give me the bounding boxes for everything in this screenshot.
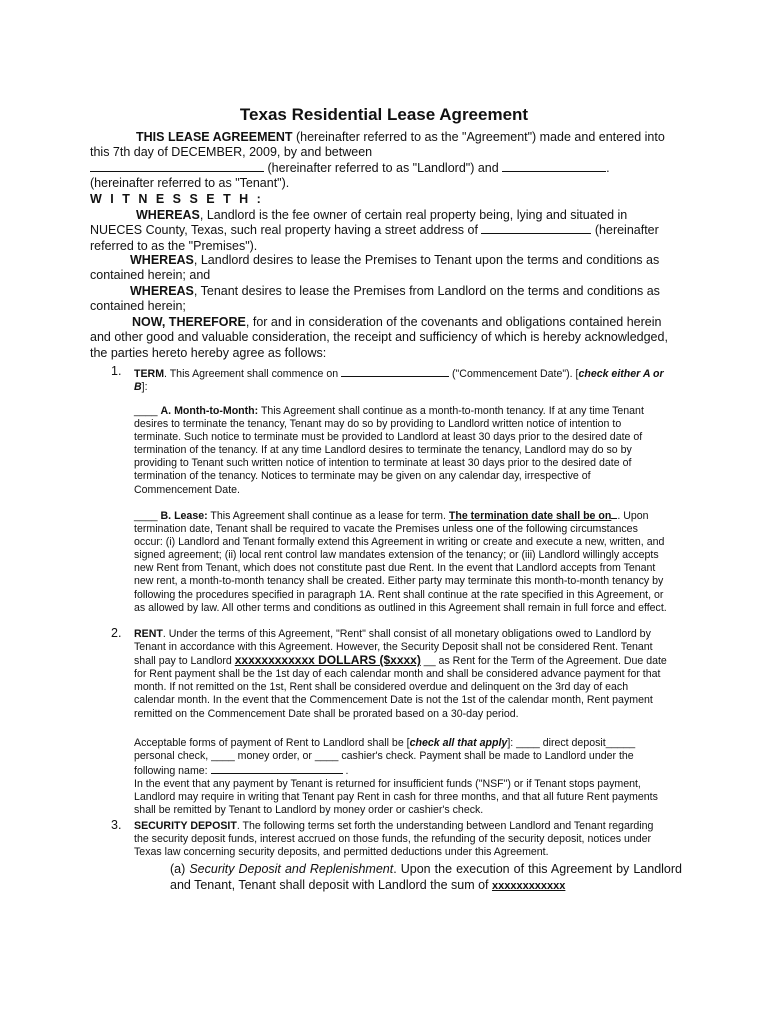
now-therefore-paragraph xyxy=(90,315,668,361)
security-text: . The following terms set forth the understanding between Landlord and Tenant regarding the security deposit funds, interest accrued on those funds, the refunding of the security deposit, notices under Texas law concerning security deposits, and permitted deductions under this Agreement. xyxy=(134,820,654,859)
security-label: SECURITY DEPOSIT xyxy=(134,820,237,832)
payment-forms-paragraph xyxy=(134,737,668,778)
direct-deposit-blank[interactable]: _____ xyxy=(605,737,636,749)
whereas-paragraph-1 xyxy=(90,208,668,254)
forms-text-2: ]: xyxy=(507,737,517,749)
forms-text-3: direct deposit xyxy=(539,737,606,749)
street-address-blank[interactable] xyxy=(481,223,591,234)
payee-name-blank[interactable] xyxy=(211,763,343,774)
rent-amount: xxxxxxxxxxxx DOLLARS ($xxxx) xyxy=(234,653,421,668)
intro-lead: THIS LEASE AGREEMENT xyxy=(136,130,293,144)
whereas-3-text: , Tenant desires to lease the Premises from Landlord on the terms and conditions as contained herein; xyxy=(90,284,660,314)
lease-checkbox[interactable]: ____ xyxy=(134,510,158,522)
nsf-paragraph: In the event that any payment by Tenant is returned for insufficient funds ("NSF") or if Tenant stops payment, Landlord may require in writing that Tenant pay Rent in cash for three months, and that all future Rent payments shall be remitted by Tenant to Landlord by money order or cashier's check. xyxy=(134,778,658,817)
commencement-date-blank[interactable] xyxy=(341,366,449,377)
sub-a-number: (a) xyxy=(170,862,186,876)
whereas-1-tail: (hereinafter referred to as the "Premises"). xyxy=(90,223,659,253)
month-to-month-paragraph xyxy=(134,405,668,497)
cashiers-check-checkbox[interactable]: ____ xyxy=(314,750,339,763)
direct-deposit-checkbox[interactable]: ____ xyxy=(516,737,540,749)
forms-text-7: . xyxy=(342,765,349,778)
whereas-paragraph-3 xyxy=(90,284,668,315)
termination-date-label: The termination date shall be on xyxy=(448,510,612,522)
rent-number: 2. xyxy=(111,626,122,640)
tenant-name-blank[interactable] xyxy=(502,161,606,172)
whereas-2-lead: WHEREAS xyxy=(130,253,194,267)
whereas-1-lead: WHEREAS xyxy=(136,208,200,222)
term-text-1: . This Agreement shall commence on xyxy=(164,368,342,380)
whereas-1-text: , Landlord is the fee owner of certain real property being, lying and situated in NUECES County, Texas, such real property having a street address of xyxy=(90,208,628,238)
whereas-2-text: , Landlord desires to lease the Premises to Tenant upon the terms and conditions as contained herein; and xyxy=(90,253,660,283)
security-deposit-paragraph xyxy=(134,820,668,859)
forms-text-5: money order, or xyxy=(234,750,315,763)
forms-text-1: Acceptable forms of payment of Rent to Landlord shall be [ xyxy=(134,737,410,749)
landlord-name-blank[interactable] xyxy=(90,161,264,172)
term-paragraph xyxy=(134,366,668,394)
sub-a-text: . Upon the execution of this Agreement by Landlord and Tenant, Tenant shall deposit with Landlord the sum of xyxy=(170,862,682,892)
lease-label: B. Lease: xyxy=(160,510,208,522)
term-text-2: ("Commencement Date"). [ xyxy=(449,368,579,380)
intro-text: (hereinafter referred to as the "Agreement") made and entered into this 7th day of DECEMBER, 2009, by and between xyxy=(90,130,665,160)
rent-paragraph xyxy=(134,628,668,721)
month-to-month-checkbox[interactable]: ____ xyxy=(134,405,158,417)
rent-text-1: . Under the terms of this Agreement, "Rent" shall consist of all monetary obligations owed to Landlord by Tenant in accordance with this Agreement. However, the Security Deposit shall not be considered Rent. Tenant shall pay to Landlord xyxy=(134,628,653,668)
landlord-text: (hereinafter referred to as "Landlord") and xyxy=(264,160,503,175)
rent-text-2: as Rent for the Term of the Agreement. Due date for Rent payment shall be the 1st day of each calendar month and shall be considered advance payment for that month. If not remitted on the 1st, Rent shall be considered overdue and delinquent on the 3rd day of each calendar month. In the event that the Commencement Date is not the 1st of the calendar month, Rent payment remitted on the Commencement Date shall be prorated based on a 30-day period. xyxy=(134,655,667,720)
term-number: 1. xyxy=(111,364,122,378)
month-to-month-label: A. Month-to-Month: xyxy=(160,405,259,417)
forms-text-6: cashier's check. Payment shall be made to Landlord under the following name: xyxy=(134,750,634,778)
sub-a-amount: xxxxxxxxxxxx xyxy=(491,880,566,892)
rent-label: RENT xyxy=(134,628,163,640)
whereas-3-lead: WHEREAS xyxy=(130,284,194,298)
tenant-text: (hereinafter referred to as "Tenant"). xyxy=(90,176,290,191)
rent-amount-blank[interactable]: __ xyxy=(423,655,436,668)
intro-tail: . xyxy=(606,160,610,175)
intro-paragraph xyxy=(90,130,668,192)
lease-paragraph xyxy=(134,508,668,615)
term-text-3: ]: xyxy=(141,381,148,394)
whereas-paragraph-2 xyxy=(90,253,668,284)
security-number: 3. xyxy=(111,818,122,832)
security-sub-a-paragraph xyxy=(170,861,682,894)
now-therefore-lead: NOW, THEREFORE xyxy=(132,315,246,329)
money-order-checkbox[interactable]: ____ xyxy=(211,750,235,763)
forms-text-4: personal check, xyxy=(134,750,212,763)
month-to-month-text: This Agreement shall continue as a month-to-month tenancy. If at any time Tenant desires to terminate the tenancy, Tenant may do so by providing to Landlord written notice of intention to terminate. Such notice to terminate must be provided to Landlord at least 30 days prior to the desired date of termination of the tenancy. If at any time Landlord desires to terminate the tenancy, Landlord may do so by providing to Tenant such written notice of intention to terminate at least 30 days prior to the desired date of termination of the tenancy. Notices to terminate may be given on any calendar day, irrespective of Commencement Date. xyxy=(134,405,644,496)
lease-text-2: . Upon termination date, Tenant shall be required to vacate the Premises unless one of the following circumstances occur: (i) Landlord and Tenant formally extend this Agreement in writing or create and execute a new, written, and signed agreement; (ii) local rent control law mandates extension of the tenancy; or (iii) Landlord willingly accepts new Rent from Tenant, which does not constitute past due Rent. In the event that Landlord accepts from Tenant new rent, a month-to-month tenancy shall be created. Either party may terminate this month-to-month tenancy by following the procedures specified in paragraph 1A. Rent shall continue at the rate specified in this Agreement, or as allowed by law. All other terms and conditions as outlined in this Agreement shall remain in full force and effect. xyxy=(134,510,667,614)
term-check-note: check either A or B xyxy=(134,368,664,394)
now-therefore-text: , for and in consideration of the covenants and obligations contained herein and other good and valuable consideration, the receipt and sufficiency of which is hereby acknowledged, the parties hereto hereby agree as follows: xyxy=(90,315,668,360)
lease-text-1: This Agreement shall continue as a lease for term. xyxy=(207,510,449,522)
sub-a-title: Security Deposit and Replenishment xyxy=(189,862,394,876)
witnesseth-heading: W I T N E S S E T H : xyxy=(90,192,264,206)
document-title: Texas Residential Lease Agreement xyxy=(239,105,529,124)
forms-check-note: check all that apply xyxy=(409,737,508,749)
term-label: TERM xyxy=(134,368,165,380)
